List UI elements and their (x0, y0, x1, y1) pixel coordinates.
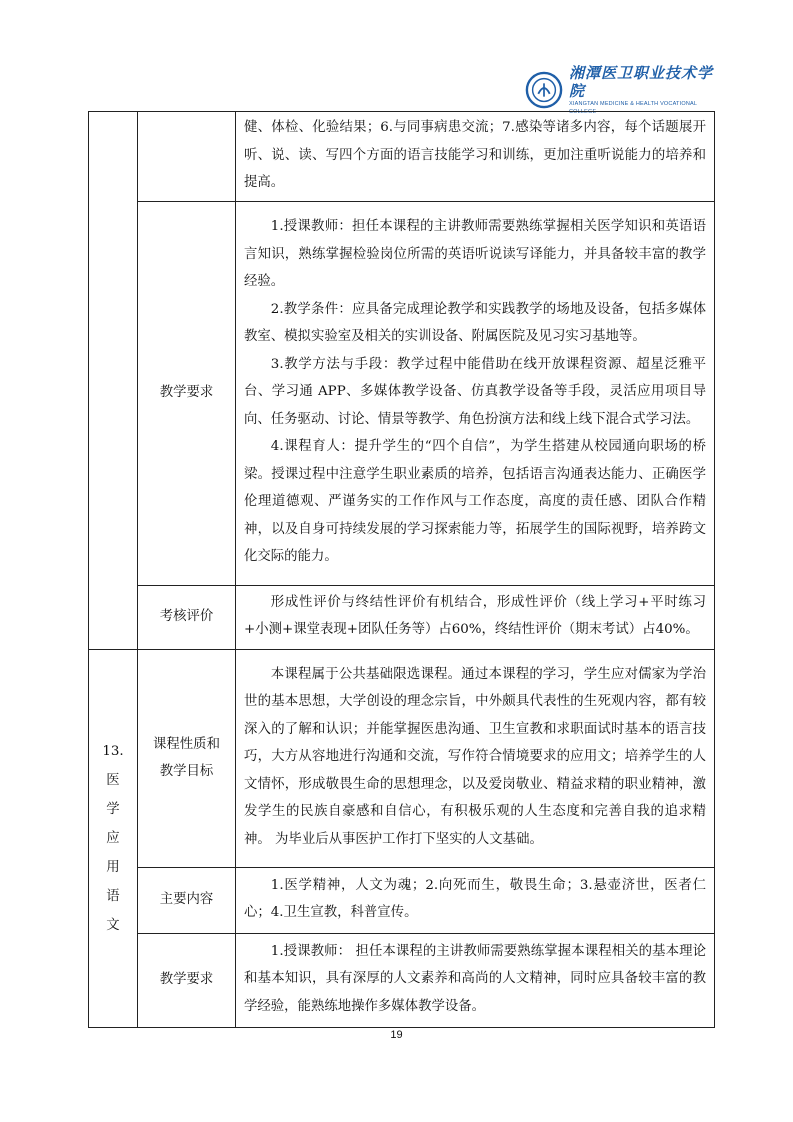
requirement-paragraph-4: 4.课程育人：提升学生的“四个自信”，为学生搭建从校园通向职场的桥梁。授课过程中注意学生职业素质的培养，包括语言沟通表达能力、正确医学伦理道德观、严谨务实的工作作风与工作态度，高度的责任感、团队合作精神，以及自身可持续发展的学习探索能力等，拓展学生的国际视野，培养跨文化交际的能力。 (244, 439, 706, 565)
course-number: 13. (102, 743, 124, 759)
requirement-paragraph-1: 1.授课教师：担任本课程的主讲教师需要熟练掌握相关医学知识和英语语言知识，熟练掌握检验岗位所需的英语听说读写译能力，并具备较丰富的教学经验。 (244, 219, 706, 290)
course-name-char: 语 (106, 888, 120, 904)
course-13-name-cell (89, 649, 138, 1027)
requirement-paragraph-2: 2.教学条件：应具备完成理论教学和实践教学的场地及设备，包括多媒体教室、模拟实验室及相关的实训设备、附属医院及见习实习基地等。 (244, 301, 706, 345)
college-seal-icon (525, 71, 563, 109)
table-row (89, 112, 715, 202)
main-content-continuation: 健、体检、化验结果；6.与同事病患交流；7.感染等诸多内容，每个话题展开听、说、读、写四个方面的语言技能学习和训练，更加注重听说能力的培养和提高。 (244, 120, 706, 190)
course-name-char: 学 (106, 801, 120, 817)
logo-name-cn: 湘潭医卫职业技术学院 (569, 64, 714, 100)
table-row (89, 201, 715, 585)
course-nature-label-line2: 教学目标 (159, 764, 214, 779)
label-cell-empty (138, 112, 236, 202)
page-number: 19 (390, 1029, 403, 1041)
course-name-char: 用 (106, 859, 120, 875)
content-cell (236, 112, 715, 202)
content-cell (236, 867, 715, 933)
assessment-label: 考核评价 (138, 585, 236, 649)
content-cell (236, 933, 715, 1027)
table-row (89, 933, 715, 1027)
logo-name-en: XIANGTAN MEDICINE & HEALTH VOCATIONAL COLLEGE (569, 101, 697, 115)
content-cell (236, 585, 715, 649)
content-cell (236, 201, 715, 585)
course-nature-label-line1: 课程性质和 (153, 736, 220, 752)
college-logo (525, 64, 715, 115)
course-name-char: 医 (106, 772, 120, 788)
main-content-label: 主要内容 (138, 867, 236, 933)
table-row (89, 649, 715, 867)
course-nature-label (138, 649, 236, 867)
table-row (89, 867, 715, 933)
course-table (88, 111, 715, 1028)
course-number-cell-previous (89, 112, 138, 650)
course-name-char: 应 (106, 830, 120, 846)
course-name-char: 文 (106, 917, 120, 933)
teaching-requirements-label-13: 教学要求 (138, 933, 236, 1027)
teaching-requirements-text-13: 1.授课教师： 担任本课程的主讲教师需要熟练掌握本课程相关的基本理论和基本知识，具有深厚的人文素养和高尚的人文精神，同时应具备较丰富的教学经验，能熟练地操作多媒体教学设备。 (244, 943, 706, 1014)
requirement-paragraph-3: 3.教学方法与手段：教学过程中能借助在线开放课程资源、超星泛雅平台、学习通 APP、多媒体教学设备、仿真教学设备等手段，灵活应用项目导向、任务驱动、讨论、情景等教学、角色扮演方法和线上线下混合式学习法。 (244, 356, 706, 427)
assessment-text: 形成性评价与终结性评价有机结合，形成性评价（线上学习+平时练习+小测+课堂表现+团队任务等）占60%，终结性评价（期末考试）占40%。 (244, 594, 706, 637)
content-cell (236, 649, 715, 867)
table-row (89, 585, 715, 649)
course-nature-text: 本课程属于公共基础限选课程。通过本课程的学习，学生应对儒家为学治世的基本思想，大学创设的理念宗旨，中外颇具代表性的生死观内容，都有较深入的了解和认识；并能掌握医患沟通、卫生宣教和求职面试时基本的语言技巧，大方从容地进行沟通和交流，写作符合情境要求的应用文；培养学生的人文情怀，形成敬畏生命的思想理念，以及爱岗敬业、精益求精的职业精神，激发学生的民族自豪感和自信心，有积极乐观的人生态度和完善自我的追求精神。 为毕业后从事医护工作打下坚实的人文基础。 (244, 666, 706, 847)
teaching-requirements-label: 教学要求 (138, 201, 236, 585)
main-content-text: 1.医学精神，人文为魂；2.向死而生，敬畏生命；3.悬壶济世，医者仁心；4.卫生宣教，科普宣传。 (244, 877, 706, 920)
